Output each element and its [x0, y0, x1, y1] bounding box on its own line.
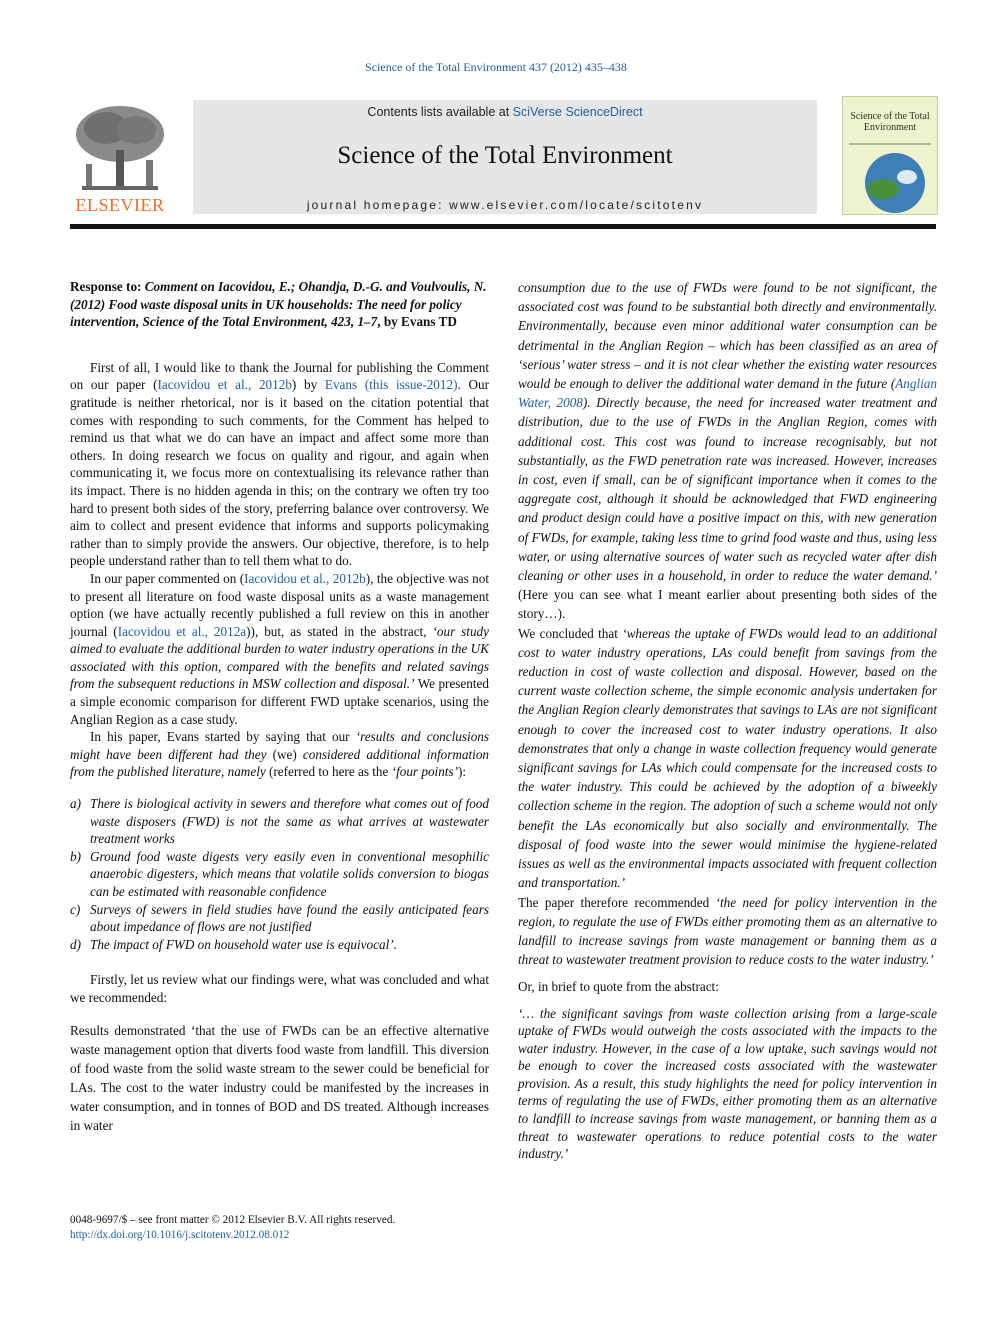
header-rule — [70, 224, 936, 229]
title-italic: Comment on Iacovidou, E.; Ohandja, D.-G. and Voulvoulis, N. (2012) Food waste disposal units in UK households: The need for policy intervention, Science of the Total Environment, 423, 1–7 — [70, 279, 487, 330]
title-suffix: , by Evans TD — [377, 314, 457, 330]
ref-iacovidou-2012b-2[interactable]: Iacovidou et al., 2012b — [244, 570, 366, 586]
homepage-url[interactable]: www.elsevier.com/locate/scitotenv — [449, 198, 704, 212]
issn-line: 0048-9697/$ – see front matter © 2012 Elsevier B.V. All rights reserved. — [70, 1214, 396, 1226]
paragraph-recommended: The paper therefore recommended ‘the need for policy intervention in the region, to regulate the use of FWDs either promoting them as an alternative to landfill to increase savings from waste management or banning them as a threat to wastewater treatment provision to reduce costs to the water industry.’ — [518, 894, 937, 968]
paragraph-objective: In our paper commented on (Iacovidou et al., 2012b), the objective was not to present all literature on food waste disposal units as a waste management option (we have actually recently published a full review on this in another journal (Iacovidou et al., 2012a)), but, as stated in the abstract, ‘our study aimed to evaluate the additional burden to water industry operations in the UK associated with this option, compared with the benefits and related savings from the subsequent reductions in MSW collection and disposal.’ We presented a simple economic comparison for different FWD uptake scenarios, using the Anglian Region as a case study. — [70, 570, 489, 727]
list-item: c) Surveys of sewers in field studies have found the easily anticipated fears about impedance of flows are not justified — [70, 901, 489, 935]
cover-title: Science of the Total Environment — [850, 111, 930, 133]
ref-iacovidou-2012a[interactable]: Iacovidou et al., 2012a — [117, 623, 247, 639]
footer — [70, 1213, 395, 1243]
elsevier-wordmark: ELSEVIER — [75, 195, 165, 215]
four-points-list — [70, 795, 489, 953]
abstract-quote: ‘… the significant savings from waste collection arising from a large-scale uptake of FWDs would outweigh the costs associated with the impacts to the water industry. However, in the case of a low uptake, such savings would not be enough to cover the increased costs associated with the wastewater provision. As a result, this study highlights the need for policy intervention in terms of regulating the use of FWDs, either promoting them as an alternative to landfill to increase savings from waste management, or banning them as a threat to wastewater operations to reduce potential costs to the water industry.’ — [518, 1005, 937, 1162]
list-item: a) There is biological activity in sewers and therefore what comes out of food waste disposers (FWD) is not the same as what arrives at wastewater treatment works — [70, 796, 489, 847]
paragraph-concluded: We concluded that ‘whereas the uptake of FWDs would lead to an additional cost to water industry operations, LAs could benefit from savings from the reduction in cost of waste collection and disposal. However, based on the current waste collection scheme, the simple economic analysis undertaken for the Anglian Region clearly demonstrates that savings to LAs are not significant enough to cover the increased cost to water industry operations. It also demonstrates that only a change in waste collection frequency would generate significant savings for LAs which could compensate for the increased costs to the water industry. This could be achieved by the adoption of a biweekly collection scheme in the region. The adoption of such a scheme would not only benefit the LAs economically but also socially and environmentally. The disposal of food waste into the sewer would minimise the hygiene-related issues as well as the environmental impacts associated with frequent collection and transportation.’ — [518, 625, 937, 891]
ref-evans-2012[interactable]: Evans (this issue-2012) — [324, 377, 458, 393]
journal-citation[interactable]: Science of the Total Environment 437 (2012) 435–438 — [365, 60, 627, 74]
right-column — [518, 278, 937, 1163]
list-item: d) The impact of FWD on household water use is equivocal’. — [70, 936, 397, 952]
sciencedirect-link[interactable]: SciVerse ScienceDirect — [512, 105, 643, 119]
homepage-prefix: journal homepage: — [306, 198, 450, 212]
contents-line — [193, 105, 817, 119]
title-label: Response to: — [70, 279, 145, 294]
paragraph-intro: First of all, I would like to thank the Journal for publishing the Comment on our paper (Iacovidou et al., 2012b) by Evans (this issue-2012). Our gratitude is neither rhetorical, nor is it based on the citation potential that comes with responding to such comments, for the Comment has helped to remind us that what we do can have an impact and affect some more than others. In doing research we focus on quality and rigour, and again when communicating it, we focus more on contextualising its relevance rather than its impact. There is no hidden agenda in this; on the contrary we often try too hard to present both sides of the story, preferring balance over controversy. We aim to collect and present evidence that informs and supports policymaking rather than to simply provide the answers. Our objective, therefore, is to help people understand rather than to tell them what to do. — [70, 359, 489, 569]
article-title — [70, 278, 489, 331]
ref-iacovidou-2012b[interactable]: Iacovidou et al., 2012b — [157, 377, 292, 393]
ref-anglian-water-2008[interactable]: Anglian Water, 2008 — [518, 376, 937, 411]
journal-homepage — [193, 198, 817, 212]
paragraph-results: Results demonstrated ‘that the use of FWDs can be an effective alternative waste management option that diverts food waste from landfill. This diversion of food waste from the solid waste stream to the sewer could be beneficial for LAs. The cost to the water industry could be manifested by the increases in water consumption, and in tonnes of BOD and DS treated. Although increases in water — [70, 1022, 489, 1133]
list-item: b) Ground food waste digests very easily even in conventional mesophilic anaerobic digesters, which means that volatile solids conversion to biogas can be estimated with reasonable confidence — [70, 848, 489, 899]
paragraph-review: Firstly, let us review what our findings were, what was concluded and what we recommended: — [70, 972, 489, 1005]
paragraph-results-cont: consumption due to the use of FWDs were found to be not significant, the associated cost was found to be substantial both directly and environmentally. Environmentally, because even minor additional water consumption can be detrimental in the Anglian Region – which has been classified as an area of ‘serious’ water stress – and it is not clear whether the existing water resources would be enough to deliver the additional water demand in the future (Anglian Water, 2008). Directly because, the need for increased water treatment and distribution, due to the use of FWDs in the Anglian Region, comes with additional cost. This cost was found to increase recognisably, but not substantially, as the FWD penetration rate was increased. However, increases in cost, even if small, can be of significant importance when it comes to the aggregate cost, although it should be acknowledged that FWD engineering and product design could have a positive impact on this, with new generation of FWDs, for example, taking less time to grind food waste and thus, using less water, or using alternative sources of water such as recycled water after dish cleaning or other uses in a household, in order to reduce the water demand.’ (Here you can see what I meant earlier about presenting both sides of the story…). — [518, 280, 937, 622]
contents-prefix: Contents lists available at — [367, 105, 513, 119]
doi-link[interactable]: http://dx.doi.org/10.1016/j.scitotenv.2012.08.012 — [70, 1229, 290, 1241]
journal-cover-thumbnail[interactable] — [842, 96, 938, 215]
paragraph-abstract-intro: Or, in brief to quote from the abstract: — [518, 979, 719, 995]
left-column — [70, 278, 489, 1135]
paragraph-evans: In his paper, Evans started by saying that our ‘results and conclusions might have been different had they (we) considered additional information from the published literature, namely (referred to here as the ‘four points’): — [70, 729, 490, 780]
journal-title: Science of the Total Environment — [337, 142, 673, 169]
